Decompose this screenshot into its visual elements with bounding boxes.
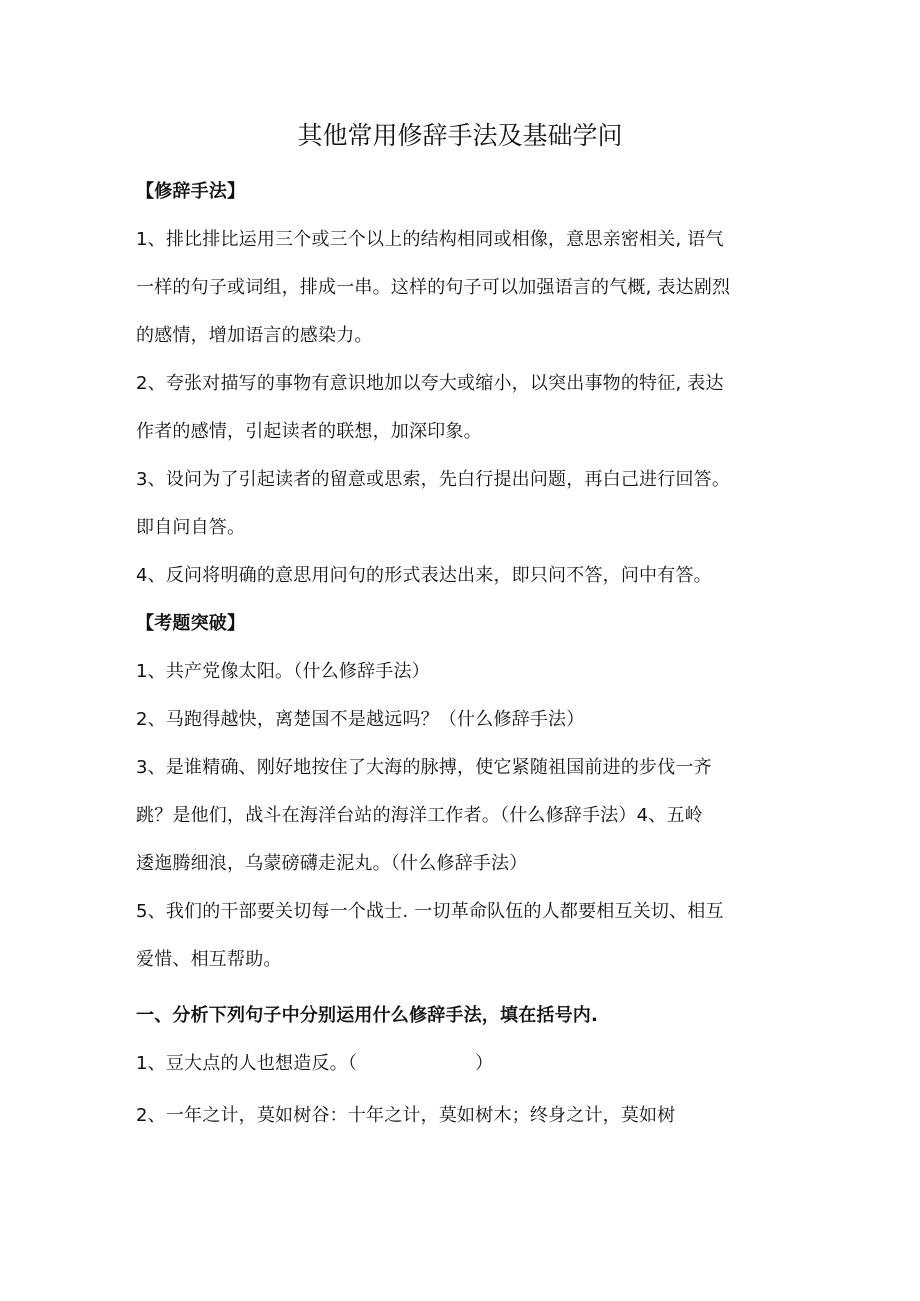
- section-rhetoric: [136, 168, 796, 600]
- section-heading: 一、分析下列句子中分别运用什么修辞手法，填在括号内.: [136, 1005, 599, 1026]
- paragraph-line: 1、共产党像太阳。（什么修辞手法）: [136, 661, 430, 682]
- paragraph-line: 一样的句子或词组，排成一串。这样的句子可以加强语言的气概, 表达剧烈: [136, 277, 731, 298]
- section-heading: 【考题突破】: [136, 613, 246, 634]
- paragraph-line: 逶迤腾细浪，乌蒙磅礴走泥丸。（什么修辞手法）: [136, 853, 528, 874]
- document-title: 其他常用修辞手法及基础学问: [297, 121, 623, 150]
- paragraph-line: 2、夸张对描写的事物有意识地加以夸大或缩小，以突出事物的特征, 表达: [136, 373, 724, 394]
- closing-paren: ）: [475, 1053, 494, 1074]
- paragraph-line: 3、设问为了引起读者的留意或思索，先白行提出问题，再白己进行回答。: [136, 469, 731, 490]
- paragraph-line: 4、反问将明确的意思用问句的形式表达出来，即只问不答，问中有答。: [136, 565, 712, 586]
- paragraph-line: 2、一年之计，莫如树谷：十年之计，莫如树木；终身之计，莫如树: [136, 1105, 676, 1126]
- paragraph-line: 即自问自答。: [136, 517, 246, 538]
- section-analysis: [136, 992, 796, 1140]
- section-exercises: [136, 600, 796, 984]
- question-text: 1、豆大点的人也想造反。（: [136, 1053, 358, 1074]
- paragraph-line: 3、是谁精确、刚好地按住了大海的脉搏，使它紧随祖国前进的步伐一齐: [136, 757, 712, 778]
- paragraph-line: 5、我们的干部要关切每一个战士. 一切革命队伍的人都要相互关切、相互: [136, 901, 724, 922]
- paragraph-line: 爱惜、相互帮助。: [136, 949, 282, 970]
- paragraph-line: 跳？是他们，战斗在海洋台站的海洋工作者。（什么修辞手法）4、五岭: [136, 805, 703, 826]
- question-line: [136, 1040, 796, 1088]
- paragraph-line: 作者的感情，引起读者的联想，加深印象。: [136, 421, 482, 442]
- paragraph-line: 的感情，增加语言的感染力。: [136, 325, 373, 346]
- paragraph-line: 2、马跑得越快，离楚国不是越远吗？（什么修辞手法）: [136, 709, 585, 730]
- paragraph-line: 1、排比排比运用三个或三个以上的结构相同或相像，意思亲密相关, 语气: [136, 229, 724, 250]
- section-heading: 【修辞手法】: [136, 181, 246, 202]
